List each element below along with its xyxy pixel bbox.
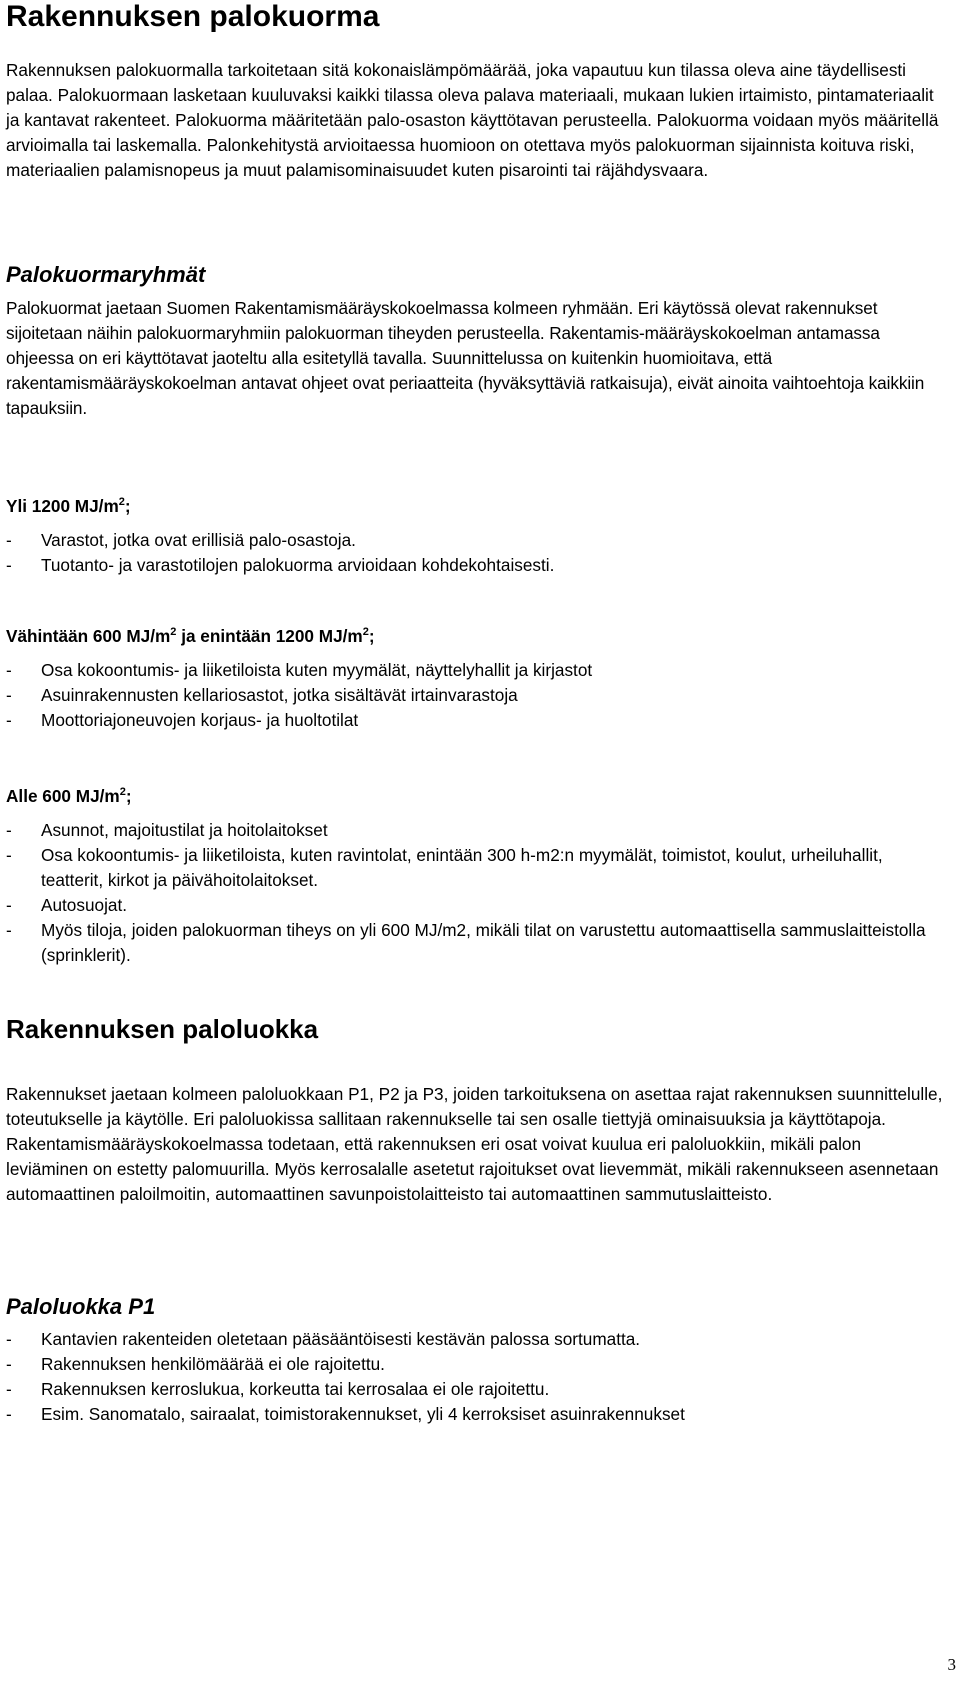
list-item: - Autosuojat. — [6, 895, 127, 915]
palokuorma-paragraph: Rakennuksen palokuormalla tarkoitetaan sitä kokonaislämpömäärää, joka vapautuu kun tilassa oleva aine täydellisesti palaa. Palokuormaan lasketaan kuuluvaksi kaikki tilassa oleva palava materiaali, mukaan lukien irtaimisto, pintamateriaalit ja kantavat rakenteet. Palokuorma määritetään palo-osaston käyttötavan perusteella. Palokuorma voidaan myös määritellä arvioimalla tai laskemalla. Palonkehitystä arvioitaessa huomioon on otettava myös palokuorman sijainnista koituva riski, materiaalien palamisnopeus ja muut palamisominaisuudet kuten pisarointi tai räjähdysvaara. — [6, 60, 939, 180]
group1-heading: Yli 1200 $MJ/m^2$; — [6, 496, 131, 516]
list-item: - Osa kokoontumis- ja liiketiloista, kuten ravintolat, enintään 300 h-m2:n myymälät, toimistot, koulut, urheiluhallit, teatterit, kirkot ja päivähoitolaitokset. — [6, 845, 883, 890]
list-item: - Kantavien rakenteiden oletetaan pääsääntöisesti kestävän palossa sortumatta. — [6, 1329, 641, 1349]
subsection-title-palokuormaryhmat: Palokuormaryhmät — [6, 262, 206, 287]
list-item: - Asuinrakennusten kellariosastot, jotka sisältävät irtainvarastoja — [6, 685, 518, 705]
group3-heading: Alle 600 $MJ/m^2$; — [6, 786, 132, 806]
list-item: - Rakennuksen henkilömäärää ei ole rajoitettu. — [6, 1354, 385, 1374]
list-item: - Rakennuksen kerroslukua, korkeutta tai kerrosalaa ei ole rajoitettu. — [6, 1379, 550, 1399]
list-item: - Esim. Sanomatalo, sairaalat, toimistorakennukset, yli 4 kerroksiset asuinrakennukset — [6, 1404, 685, 1424]
list-item: - Myös tiloja, joiden palokuorman tiheys on yli 600 MJ/m2, mikäli tilat on varustettu automaattisella sammuslaitteistolla (sprinklerit). — [6, 920, 926, 965]
list-item: - Moottoriajoneuvojen korjaus- ja huoltotilat — [6, 710, 359, 730]
list-item: - Asunnot, majoitustilat ja hoitolaitokset — [6, 820, 328, 840]
subsection-title-paloluokka-p1: Paloluokka P1 — [6, 1294, 156, 1319]
palokuormaryhmat-paragraph: Palokuormat jaetaan Suomen Rakentamismääräyskokoelmassa kolmeen ryhmään. Eri käytössä olevat rakennukset sijoitetaan näihin palokuormaryhmiin palokuorman tiheyden perusteella. Rakentamis-määräyskokoelman antamassa ohjeessa on eri käyttötavat jaoteltu alla esitetyllä tavalla. Suunnittelussa on kuitenkin huomioitava, että rakentamismääräyskokoelman antavat ohjeet ovat periaatteita (hyväksyttäviä ratkaisuja), eivät ainoita vaihtoehtoja kaikkiin tapauksiin. — [6, 298, 925, 418]
list-item: - Varastot, jotka ovat erillisiä palo-osastoja. — [6, 530, 356, 550]
page-number: 3 — [947, 1655, 956, 1674]
group2-list — [6, 658, 946, 733]
group2-heading: Vähintään 600 $MJ/m^2$ ja enintään 1200 $MJ/m^2$; — [6, 626, 375, 646]
paloluokka-paragraph: Rakennukset jaetaan kolmeen paloluokkaan P1, P2 ja P3, joiden tarkoituksena on asettaa rajat rakennuksen suunnittelulle, toteutukselle ja käytölle. Eri paloluokissa sallitaan rakennukselle tai sen osalle tiettyjä ominaisuuksia ja käyttötapoja. Rakentamismääräyskokoelmassa todetaan, että rakennuksen eri osat voivat kuulua eri paloluokkiin, mikäli palon leviäminen on estetty palomuurilla. Myös kerrosalalle asetetut rajoitukset ovat lievemmät, mikäli rakennukseen asennetaan automaattinen paloilmoitin, automaattinen savunpoistolaitteisto tai automaattinen sammutuslaitteisto. — [6, 1084, 943, 1204]
group1-list — [6, 528, 946, 578]
paloluokka-p1-list — [6, 1327, 946, 1427]
section-title-paloluokka: Rakennuksen paloluokka — [6, 1014, 319, 1044]
list-item: - Osa kokoontumis- ja liiketiloista kuten myymälät, näyttelyhallit ja kirjastot — [6, 660, 593, 680]
group3-list — [6, 818, 946, 968]
section-title-palokuorma: Rakennuksen palokuorma — [6, 0, 380, 33]
list-item: - Tuotanto- ja varastotilojen palokuorma arvioidaan kohdekohtaisesti. — [6, 555, 555, 575]
